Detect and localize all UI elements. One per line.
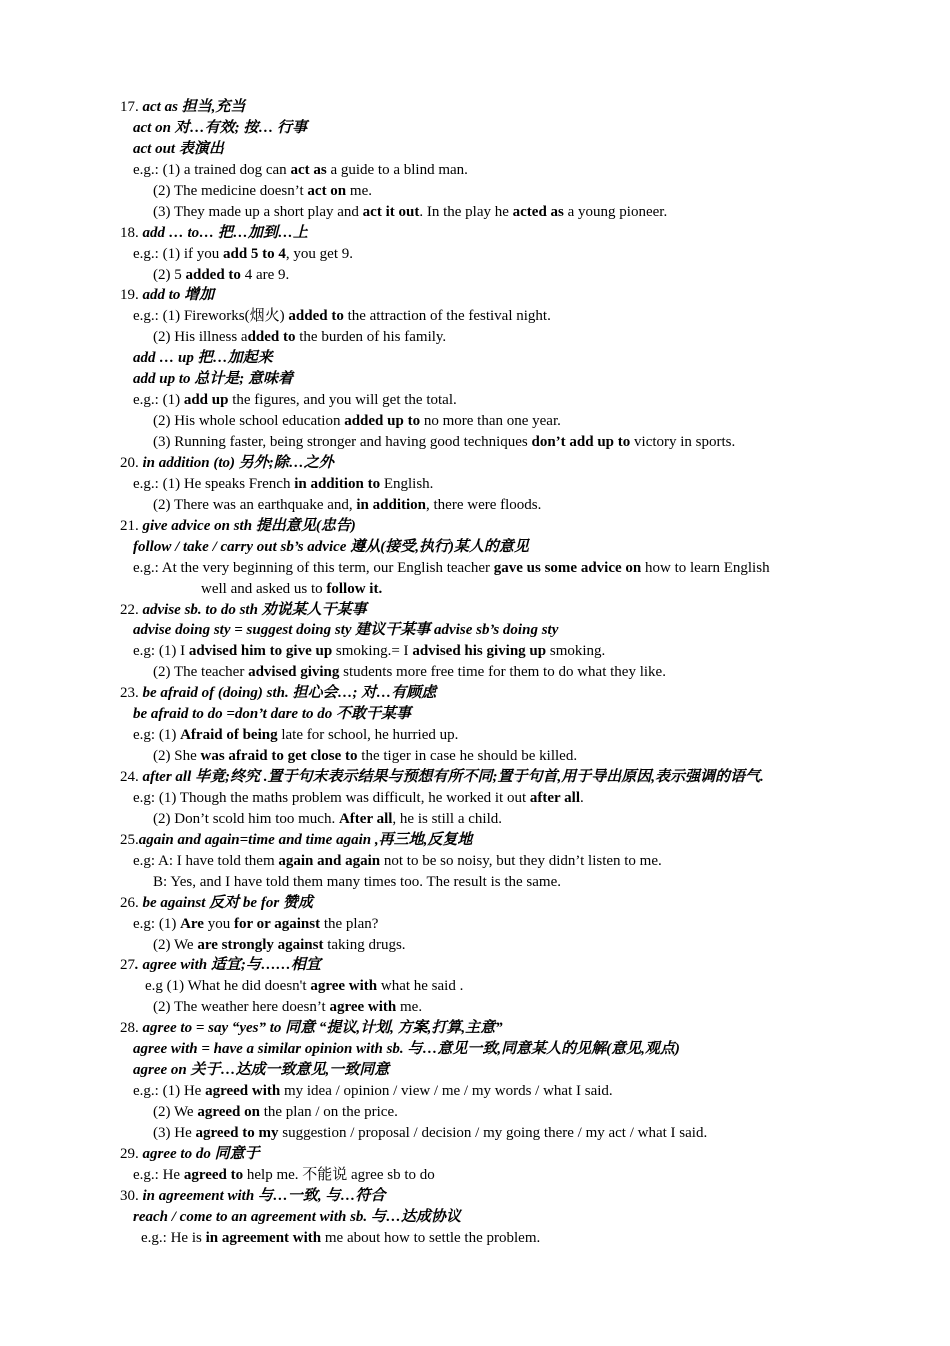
- text-run: B: Yes, and I have told them many times too. The result is the same.: [153, 873, 562, 890]
- text-run: 21.: [120, 517, 143, 534]
- text-run: 30.: [120, 1187, 143, 1204]
- text-run: (2) The medicine doesn’t: [153, 182, 308, 199]
- phrase-heading: give advice on sth 提出意见(忠告): [142, 517, 356, 534]
- text-run: 25.: [120, 831, 139, 848]
- phrase-heading: act as 担当,充当: [142, 99, 246, 115]
- text-run: smoking.= I: [332, 643, 413, 660]
- text-line: [0, 1123, 950, 1144]
- text-run: (3) Running faster, being stronger and having good techniques: [153, 434, 532, 450]
- text-line: [0, 704, 950, 725]
- text-run: the tiger in case he should be killed.: [357, 748, 578, 765]
- highlighted-phrase: dded to: [247, 329, 296, 346]
- text-run: 17.: [120, 99, 143, 115]
- highlighted-phrase: act as: [290, 161, 327, 178]
- text-run: e.g: A: I have told them: [133, 852, 279, 869]
- text-run: 28.: [120, 1020, 143, 1037]
- text-line: [0, 788, 950, 809]
- highlighted-phrase: add up: [183, 392, 229, 409]
- text-run: (2) His whole school education: [153, 413, 345, 430]
- highlighted-phrase: don’t add up to: [531, 434, 631, 450]
- text-run: (3) They made up a short play and: [153, 203, 363, 220]
- text-line: [0, 893, 950, 914]
- text-line: [0, 1060, 950, 1081]
- highlighted-phrase: again and again: [278, 852, 381, 869]
- text-run: a guide to a blind man.: [326, 161, 468, 178]
- text-run: me about how to settle the problem.: [321, 1229, 541, 1246]
- text-line: [0, 872, 950, 893]
- text-line: [0, 1081, 950, 1102]
- text-run: 26.: [120, 894, 143, 911]
- phrase-heading: in addition (to) 另外;除…之外: [142, 454, 334, 471]
- text-run: (2) The weather here doesn’t: [153, 999, 330, 1016]
- text-run: e.g.: (1) He speaks French: [133, 475, 295, 492]
- highlighted-phrase: Afraid of being: [180, 727, 278, 744]
- text-line: [0, 1228, 950, 1249]
- highlighted-phrase: agreed with: [205, 1083, 281, 1100]
- text-run: e.g.: He is: [141, 1229, 206, 1246]
- text-run: (2) We: [153, 936, 198, 953]
- text-line: [0, 1165, 950, 1186]
- phrase-heading: add up to 总计是; 意味着: [133, 371, 294, 388]
- text-line: [0, 223, 950, 244]
- text-run: the plan / on the price.: [259, 1104, 398, 1120]
- text-line: [0, 118, 950, 139]
- text-run: e.g: (1) Though the maths problem was difficult, he worked it out: [133, 789, 530, 806]
- highlighted-phrase: are strongly against: [197, 936, 324, 953]
- text-run: late for school, he hurried up.: [277, 727, 459, 744]
- text-line: [0, 432, 950, 453]
- highlighted-phrase: follow it.: [326, 580, 383, 597]
- text-run: suggestion / proposal / decision / my going there / my act / what I said.: [278, 1124, 708, 1141]
- text-line: [0, 851, 950, 872]
- text-run: . In the play he: [419, 203, 513, 220]
- phrase-heading: . agree with 适宜;与……相宜: [135, 957, 321, 974]
- text-run: you: [203, 915, 234, 932]
- text-line: [0, 641, 950, 662]
- phrase-heading: act on 对…有效; 按… 行事: [133, 119, 308, 136]
- text-run: , you get 9.: [285, 245, 353, 262]
- text-run: my idea / opinion / view / me / my words / what I said.: [280, 1083, 613, 1100]
- highlighted-phrase: agreed on: [197, 1104, 260, 1120]
- text-line: [0, 1102, 950, 1123]
- text-line: [0, 453, 950, 474]
- text-run: e.g: (1): [133, 727, 181, 744]
- text-line: [0, 327, 950, 348]
- text-line: [0, 1144, 950, 1165]
- text-line: [0, 516, 950, 537]
- text-run: e.g (1) What he did doesn't: [145, 978, 311, 995]
- text-line: [0, 495, 950, 516]
- text-run: 24.: [120, 769, 143, 785]
- text-run: (2) She: [153, 748, 201, 765]
- highlighted-phrase: in agreement with: [205, 1229, 322, 1246]
- text-run: 27: [120, 957, 135, 974]
- text-run: (2) There was an earthquake and,: [153, 496, 357, 513]
- text-run: me.: [396, 999, 423, 1016]
- text-run: 18.: [120, 224, 143, 241]
- text-line: [0, 1018, 950, 1039]
- text-line: [0, 914, 950, 935]
- text-line: [0, 830, 950, 851]
- phrase-heading: advise sb. to do sth 劝说某人干某事: [142, 601, 367, 618]
- text-run: the figures, and you will get the total.: [228, 392, 457, 409]
- text-run: e.g.: (1) if you: [133, 245, 223, 262]
- text-run: 19.: [120, 287, 143, 304]
- text-line: [0, 348, 950, 369]
- text-run: how to learn English: [641, 559, 770, 576]
- text-run: English.: [380, 475, 434, 492]
- highlighted-phrase: agreed to: [183, 1166, 244, 1183]
- text-line: [0, 746, 950, 767]
- text-run: help me. 不能说 agree sb to do: [243, 1166, 435, 1183]
- text-run: e.g.: He: [133, 1166, 184, 1183]
- text-run: students more free time for them to do what they like.: [339, 664, 666, 681]
- text-run: (2) Don’t scold him too much.: [153, 810, 339, 827]
- text-line: [0, 181, 950, 202]
- text-line: [0, 725, 950, 746]
- text-line: [0, 265, 950, 286]
- phrase-heading: again and again=time and time again ,再三地,反复地: [138, 831, 473, 848]
- text-run: .: [580, 789, 584, 806]
- text-line: [0, 244, 950, 265]
- phrase-heading: in agreement with 与…一致, 与…符合: [142, 1187, 386, 1204]
- highlighted-phrase: add 5 to 4: [222, 245, 286, 262]
- text-run: not to be so noisy, but they didn’t listen to me.: [380, 852, 662, 869]
- text-run: well and asked us to: [201, 580, 327, 597]
- highlighted-phrase: for or against: [233, 915, 321, 932]
- text-run: what he said .: [377, 978, 464, 995]
- phrase-heading: add … up 把…加起来: [133, 350, 273, 367]
- text-run: (2) 5: [153, 266, 186, 283]
- phrase-heading: add to 增加: [142, 287, 215, 304]
- text-run: e.g.: At the very beginning of this term, our English teacher: [133, 559, 494, 576]
- highlighted-phrase: Are: [180, 915, 204, 932]
- highlighted-phrase: in addition: [356, 496, 427, 513]
- phrase-heading: be afraid of (doing) sth. 担心会…; 对…有顾虑: [142, 685, 437, 702]
- highlighted-phrase: advised him to give up: [188, 643, 333, 660]
- text-run: victory in sports.: [630, 434, 736, 450]
- text-run: no more than one year.: [420, 413, 561, 430]
- text-line: [0, 474, 950, 495]
- highlighted-phrase: agreed to my: [195, 1124, 279, 1141]
- phrase-heading: be afraid to do =don’t dare to do 不敢干某事: [133, 706, 411, 723]
- text-line: [0, 1207, 950, 1228]
- text-run: (2) His illness a: [153, 329, 248, 346]
- phrase-heading: after all 毕竟;终究 .置于句末表示结果与预想有所不同;置于句首,用于导出原因,表示强调的语气.: [142, 769, 764, 785]
- highlighted-phrase: acted as: [512, 203, 564, 220]
- highlighted-phrase: in addition to: [294, 475, 381, 492]
- highlighted-phrase: was afraid to get close to: [200, 748, 358, 765]
- text-line: [0, 976, 950, 997]
- text-line: [0, 662, 950, 683]
- text-line: [0, 411, 950, 432]
- text-line: [0, 955, 950, 976]
- text-line: [0, 620, 950, 641]
- text-line: [0, 1186, 950, 1207]
- text-run: , there were floods.: [426, 496, 542, 513]
- text-line: [0, 1039, 950, 1060]
- text-line: [0, 285, 950, 306]
- highlighted-phrase: After all: [338, 810, 393, 827]
- text-run: e.g: (1) I: [133, 643, 189, 660]
- text-line: [0, 160, 950, 181]
- phrase-heading: act out 表演出: [133, 140, 224, 157]
- highlighted-phrase: added up to: [344, 413, 421, 430]
- highlighted-phrase: act it out: [362, 203, 420, 220]
- phrase-heading: agree on 关于…达成一致意见,一致同意: [133, 1062, 390, 1079]
- phrase-heading: reach / come to an agreement with sb. 与…达成协议: [133, 1208, 461, 1225]
- highlighted-phrase: advised giving: [248, 664, 340, 681]
- highlighted-phrase: advised his giving up: [412, 643, 547, 660]
- text-line: [0, 579, 950, 600]
- highlighted-phrase: gave us some advice on: [493, 559, 642, 576]
- text-line: [0, 809, 950, 830]
- highlighted-phrase: agree with: [329, 999, 397, 1016]
- text-run: e.g: (1): [133, 915, 181, 932]
- text-line: [0, 767, 950, 788]
- text-run: the burden of his family.: [295, 329, 447, 346]
- text-run: 20.: [120, 454, 143, 471]
- text-run: 4 are 9.: [240, 266, 290, 283]
- phrase-heading: agree to do 同意于: [142, 1145, 260, 1162]
- text-line: [0, 537, 950, 558]
- text-run: taking drugs.: [323, 936, 406, 953]
- text-run: (2) The teacher: [153, 664, 249, 681]
- highlighted-phrase: agree with: [310, 978, 378, 995]
- text-run: the plan?: [320, 915, 379, 932]
- highlighted-phrase: added to: [185, 266, 241, 283]
- text-line: [0, 139, 950, 160]
- text-line: [0, 202, 950, 223]
- text-run: 29.: [120, 1145, 143, 1162]
- text-run: , he is still a child.: [392, 810, 502, 827]
- highlighted-phrase: after all: [529, 789, 580, 806]
- text-line: [0, 600, 950, 621]
- text-line: [0, 683, 950, 704]
- text-line: [0, 997, 950, 1018]
- document-body: [0, 97, 950, 1249]
- text-line: [0, 306, 950, 327]
- phrase-heading: agree with = have a similar opinion with sb. 与…意见一致,同意某人的见解(意见,观点): [133, 1041, 680, 1058]
- text-run: e.g.: (1) a trained dog can: [133, 161, 291, 178]
- text-run: a young pioneer.: [563, 203, 668, 220]
- text-line: [0, 390, 950, 411]
- highlighted-phrase: act on: [307, 182, 347, 199]
- text-run: smoking.: [546, 643, 606, 660]
- text-run: e.g.: (1) He: [133, 1083, 206, 1100]
- text-run: 22.: [120, 601, 143, 618]
- phrase-heading: advise doing sty = suggest doing sty 建议干某事 advise sb’s doing sty: [133, 622, 559, 639]
- phrase-heading: follow / take / carry out sb’s advice 遵从(接受,执行)某人的意见: [133, 538, 529, 555]
- text-line: [0, 97, 950, 118]
- text-run: me.: [346, 182, 372, 199]
- text-run: (2) We: [153, 1104, 198, 1120]
- text-run: e.g.: (1): [133, 392, 184, 409]
- text-run: e.g.: (1) Fireworks(烟火): [133, 308, 289, 325]
- text-line: [0, 935, 950, 956]
- phrase-heading: agree to = say “yes” to 同意 “提议,计划, 方案,打算,主意”: [142, 1020, 503, 1037]
- text-run: 23.: [120, 685, 143, 702]
- highlighted-phrase: added to: [288, 308, 344, 325]
- phrase-heading: be against 反对 be for 赞成: [142, 894, 313, 911]
- text-line: [0, 558, 950, 579]
- phrase-heading: add … to… 把…加到…上: [142, 224, 308, 241]
- text-run: (3) He: [153, 1124, 196, 1141]
- text-line: [0, 369, 950, 390]
- text-run: the attraction of the festival night.: [343, 308, 551, 325]
